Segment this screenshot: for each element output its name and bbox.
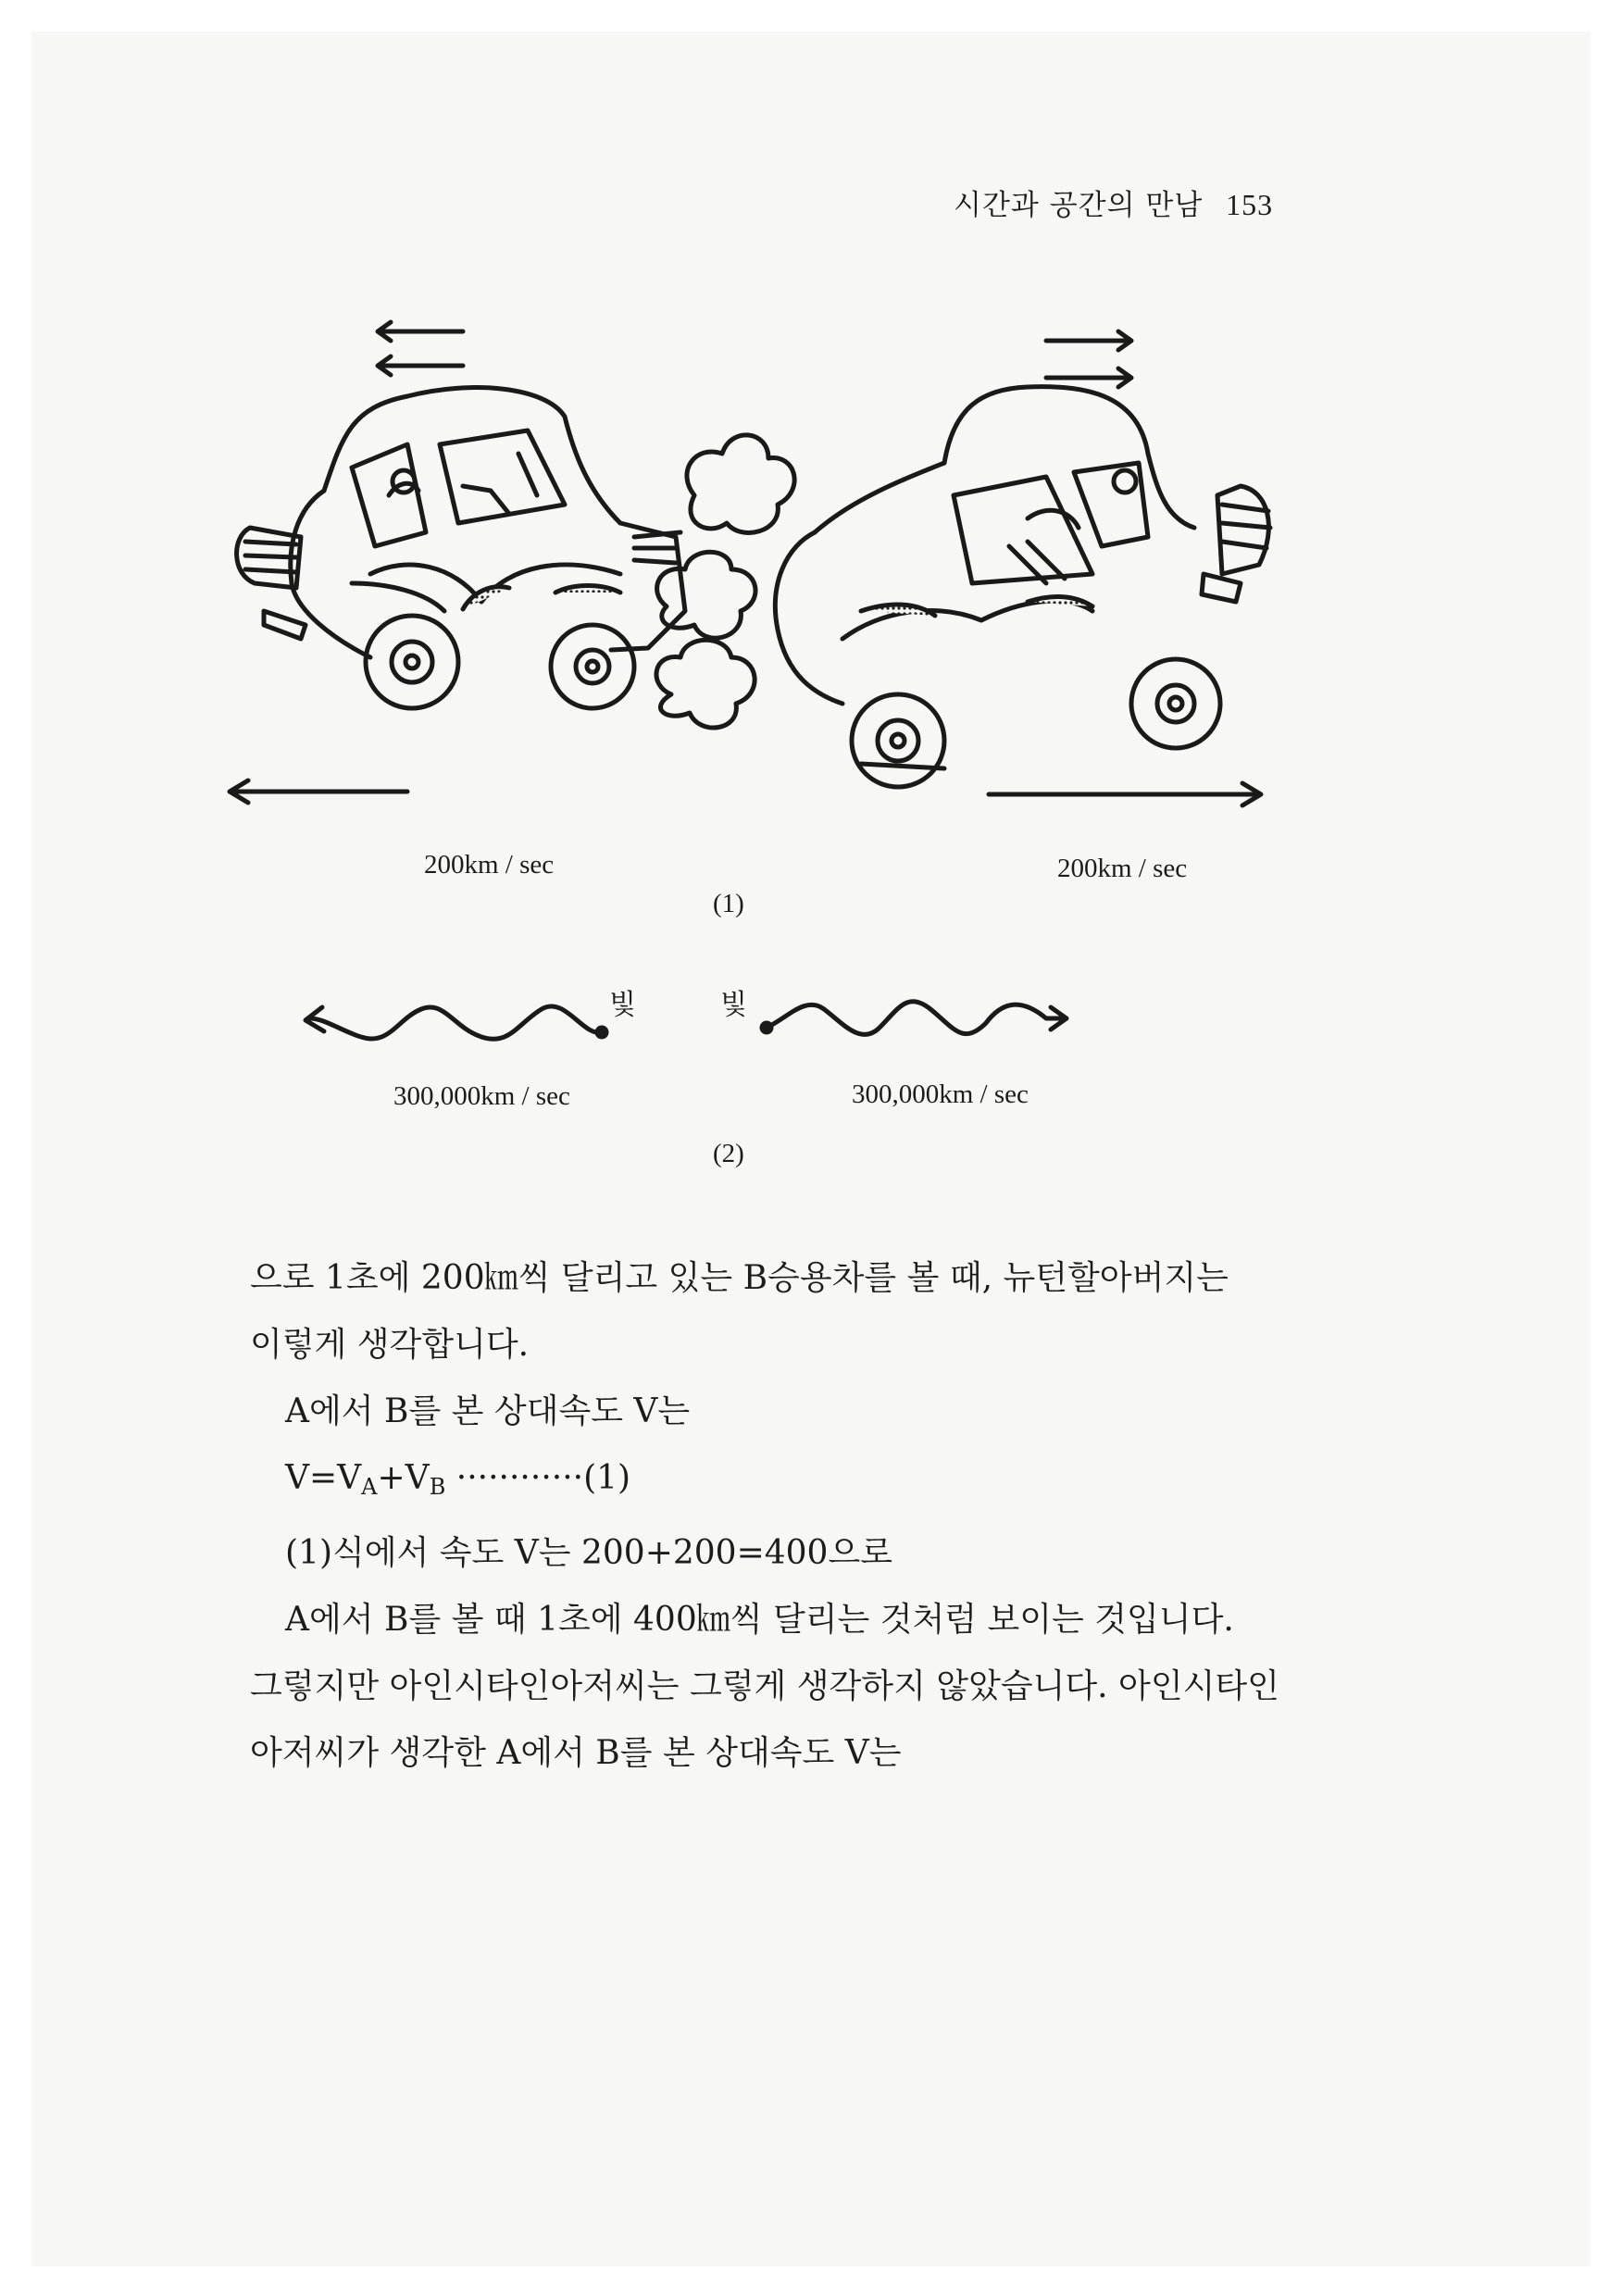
car-b-drawing <box>775 387 1270 787</box>
motion-arrows-right <box>1046 331 1131 387</box>
paragraph-line: A에서 B를 본 상대속도 V는 <box>285 1392 691 1430</box>
car-b-speed-label: 200km / sec <box>1057 854 1188 883</box>
light-word-right: 빛 <box>720 989 747 1021</box>
paragraph-line: 이렇게 생각합니다. <box>250 1326 530 1364</box>
running-head <box>954 181 1273 223</box>
equation-number: ············(1) <box>445 1459 631 1497</box>
motion-arrows-left <box>378 322 463 375</box>
collision-smoke <box>634 435 794 728</box>
light-wave-left <box>306 1006 606 1039</box>
paragraph-line: (1)식에서 속도 V는 200+200=400으로 <box>285 1534 892 1572</box>
relativity-illustration <box>213 306 1342 1213</box>
speed-arrow-right <box>989 783 1261 805</box>
car-a-drawing <box>237 388 685 708</box>
subscript-a: A <box>361 1474 378 1500</box>
figure-label-2: (2) <box>713 1139 744 1168</box>
paragraph-line: 그렇지만 아인시타인아저씨는 그렇게 생각하지 않았습니다. 아인시타인 <box>250 1667 1279 1705</box>
equation-plus: +V <box>377 1459 430 1497</box>
chapter-title: 시간과 공간의 만남 <box>954 189 1204 222</box>
cars-and-light-drawing <box>213 306 1342 1213</box>
equation-1 <box>250 1445 1361 1520</box>
subscript-b: B <box>429 1474 446 1500</box>
car-a-speed-label: 200km / sec <box>424 850 555 880</box>
light-speed-left-label: 300,000km / sec <box>393 1081 570 1111</box>
light-wave-right <box>762 1002 1067 1035</box>
speed-arrow-left <box>230 780 407 803</box>
light-word-left: 빛 <box>609 989 636 1021</box>
body-text <box>250 1245 1361 1787</box>
paragraph-line: 아저씨가 생각한 A에서 B를 본 상대속도 V는 <box>250 1734 902 1772</box>
light-speed-right-label: 300,000km / sec <box>852 1079 1029 1109</box>
paragraph-line: 으로 1초에 200㎞씩 달리고 있는 B승용차를 볼 때, 뉴턴할아버지는 <box>250 1259 1229 1297</box>
page-number: 153 <box>1226 188 1274 221</box>
figure-label-1: (1) <box>713 889 744 918</box>
equation-lhs: V=V <box>285 1459 362 1497</box>
paragraph-line: A에서 B를 볼 때 1초에 400㎞씩 달리는 것처럼 보이는 것입니다. <box>285 1601 1234 1639</box>
